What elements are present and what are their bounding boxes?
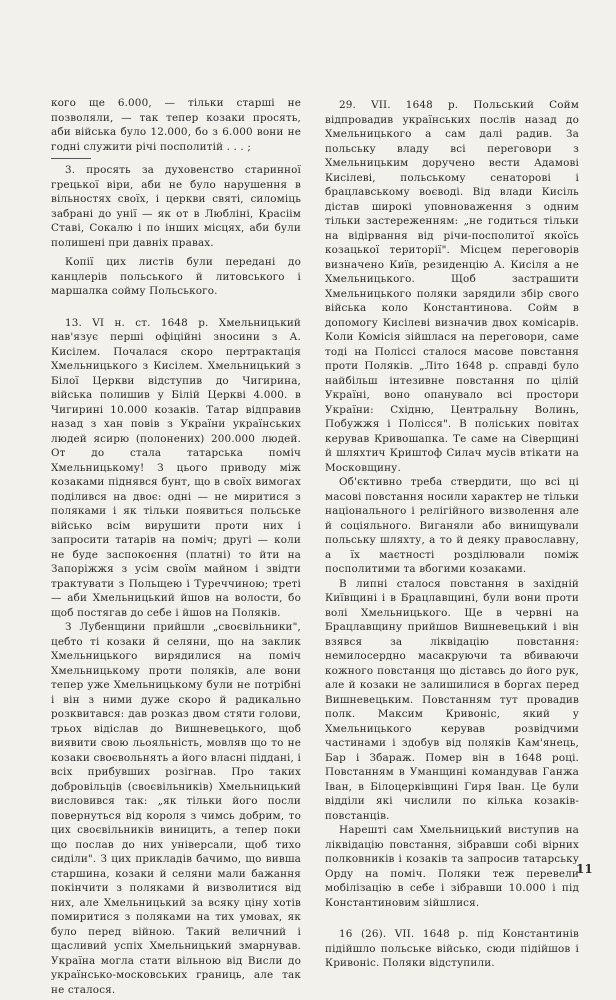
left-paragraph: 13. VI н. ст. 1648 р. Хмельницький нав'язує перші офіційні зносини з А. Кисілем. Почалася скоро пертрактація Хмельницького з Кисілем. Хмельницький з Білої Церкви відступив до Чигирина, війська полишив у Білій Церкві 4.000. в Чигирині 10.000 козаків. Татар відправив назад з хан повів з України українських людей ясирю (полонених) 200.000 людей. От до стала татарська поміч Хмельницькому! З цього приводу між козаками піднявся бунт, що в своїх вимогах поділився на двоє: одні — не миритися з поляками і як тільки появиться польське військо всім вирушити проти них і запросити татарів на поміч; другі — коли не буде заспокоєння (платні) то йти на Запоріжжя з усім своїм майном і звідти трактувати з Польщею і Туреччиною; треті — аби Хмельницький йшов на волости, бо щоб постягав до себе і йшов на Поляків. (51, 316, 301, 619)
left-paragraph: 3. просять за духовенство старинної грецької віри, аби не було нарушення в вільностях своїх, і церкви святі, силоміць забрані до унії — як от в Любліні, Красіім Ставі, Сокалю і по інших місцях, аби були полишені при давніх правах. (51, 164, 301, 249)
right-column (325, 98, 579, 971)
section-divider (51, 158, 91, 159)
left-paragraph-continuation: кого ще 6.000, — тільки старші не позволяли, — так тепер козаки просять, аби війська було 12.000, бо з 6.000 вони не годні служити річі посполитій . . . ; (51, 97, 301, 153)
right-paragraph: В липні сталося повстання в західній Київщині і в Брацлавщині, були вони проти волі Хмельницького. Ще в червні на Брацлавщину прийшов Вишневецький і він взявся за ліквідацію повстання: немилосердно масакруючи та вбиваючи кожного повстанця що діставсь до його рук, але й козаки не залишилися в боргах перед Вишневецьким. Повстанням тут провадив полк. Максим Кривоніс, який у Хмельницького керував розвідчими частинами і здобув від поляків Кам'янець, Бар і Збараж. Помер він в 1648 році. Повстанням в Уманщині командував Ганжа Іван, в Білоцерківщині Гиря Іван. Це були відділи які числили по кілька козаків-повстанців. (325, 577, 579, 822)
right-paragraph: Об'єктивно треба ствердити, що всі ці масові повстання носили характер не тільки національного і релігійного визволення але й соціяльного. Виганяли або винищували польську шляхту, а то й деяку православну, а їх маєтності розділювали поміж посполитими та вбогими козаками. (325, 476, 579, 575)
left-column (51, 96, 301, 997)
left-paragraph: З Лубенщини прийшли „своєвільники", цебто ті козаки й селяни, що на заклик Хмельницького вирядилися на поміч Хмельницькому проти поляків, але вони тепер уже Хмельницькому були не потрібні і він з ними дуже скоро й радикально розквитався: дав розказ двом стяти голови, трьох відіслав до Вишневецького, щоб виявити свою льояльність, мовляв що то не козаки своєвольнять а його власні піддані, і всіх прибувших розігнав. Про таких добровільців (своєвільників) Хмельницький висловився так: „як тільки його посли повернуться від короля з чимсь добрим, то цих своєвільників виницить, а тепер поки що послав до них універсали, щоб тихо сиділи". З цих прикладів бачимо, що вивша старшина, козаки й селяни мали бажання покінчити з поляками й визволитися від них, але Хмельницький за всяку ціну хотів помиритися з поляками на тих умовах, як було перед війною. Такий величний і щасливий успіх Хмельницький змарнував. Україна могла стати вільною від Висли до українсько-московських границь, але так не сталося. (51, 621, 301, 996)
right-paragraph: 16 (26). VII. 1648 р. під Константинів підійшло польське військо, сюди підійшов і Кривоніс. Поляки відступили. (325, 928, 579, 969)
left-paragraph: Копії цих листів були передані до канцлерів польського й литовського і маршалка сойму Польського. (51, 256, 301, 297)
page-number: 11 (576, 862, 593, 876)
right-paragraph: 29. VII. 1648 р. Польський Сойм відпровадив українських послів назад до Хмельницького а сам далі радив. За польську владу всі переговори з Хмельницьким доручено вести Адамові Кисілеві, польському сенаторові і брацлавському воєводі. Від влади Кисіль дістав широкі уповноваження з одним тільки застереженням: „не годиться тільки на відірвання від річи-посполитої якоїсь козацької території". Місцем переговорів визначено Київ, резиденцію А. Кисіля а не Хмельницького. Щоб застрашити Хмельницького поляки зарядили збір свого війська коло Константинова. Сойм в допомогу Кисілеві визначив двох комісарів. Коли Комісія зійшлася на переговори, саме тоді на Поліссі сталося масове повстання проти Поляків. „Літо 1648 р. справді було найбільш інтезивне повстання по цілій Україні, воно опанувало всі простори України: Східню, Центральну Волинь, Побужжя і Полісся". В поліських повітах керував Кривошапка. Те саме на Сіверщині й шляхтич Криштоф Силач мусів втікати на Московщину. (325, 99, 579, 474)
right-paragraph: Нарешті сам Хмельницький виступив на ліквідацію повстання, зібравши собі вірних полковників і козаків та запросив татарську Орду на поміч. Поляки теж перевели мобілізацію в себе і зібравши 10.000 і під Константиновим зійшлися. (325, 824, 579, 909)
